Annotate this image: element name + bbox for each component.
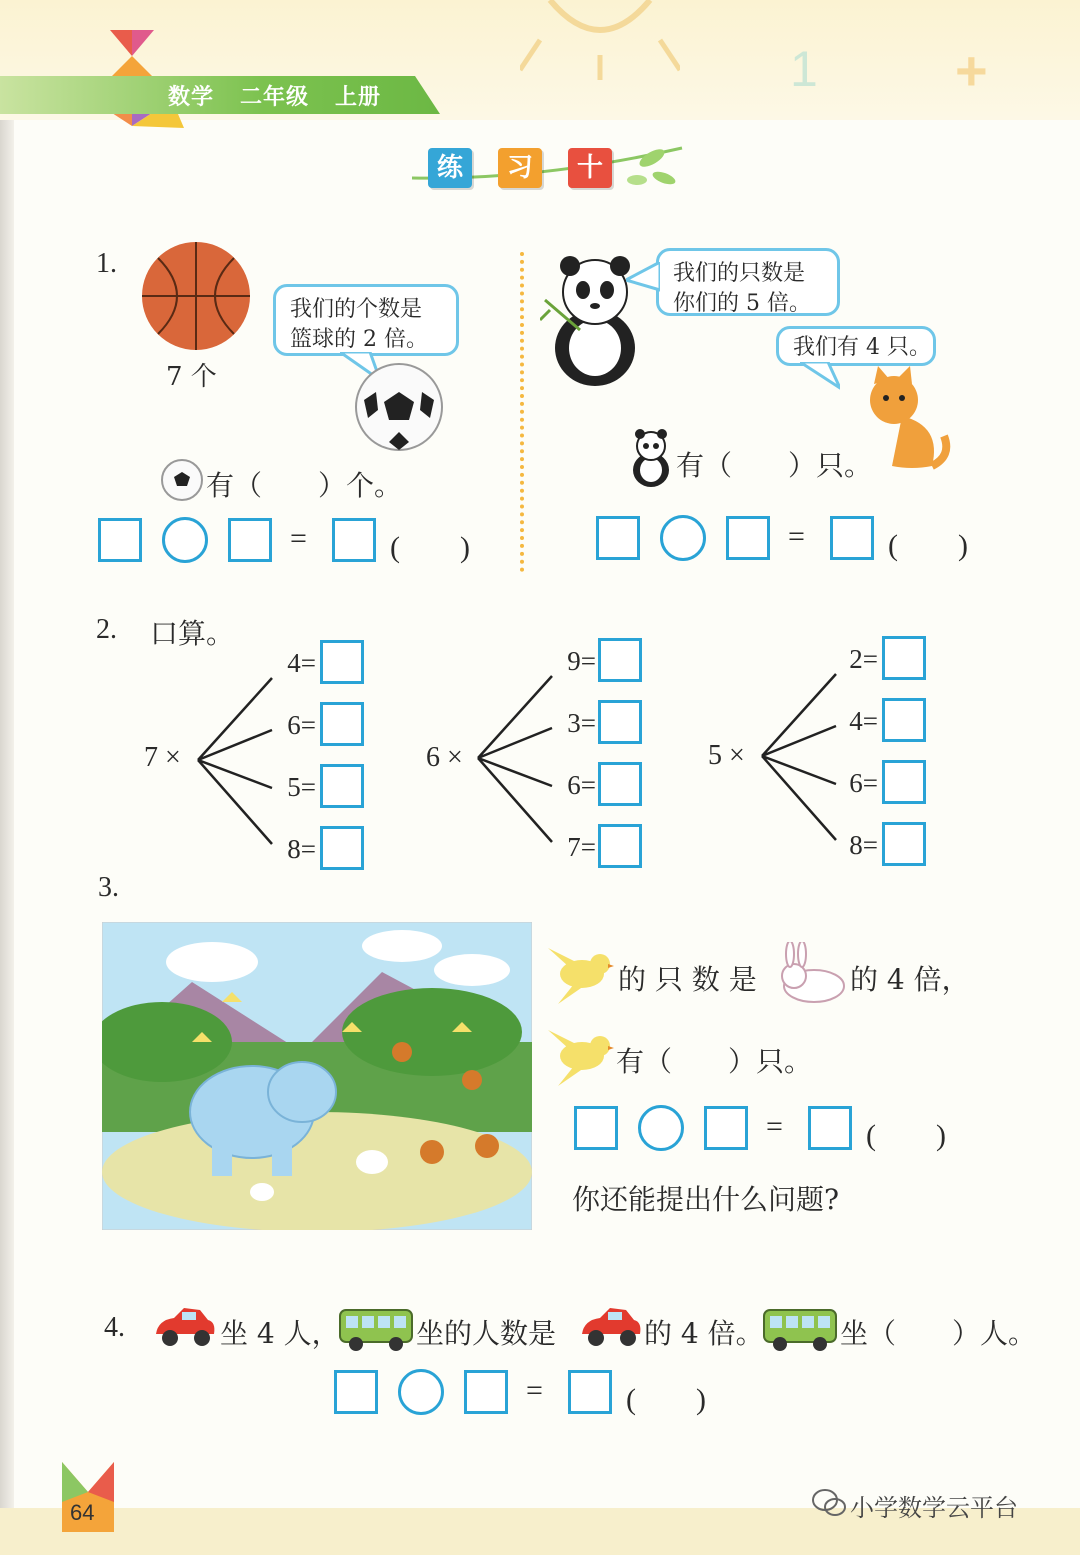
column-divider xyxy=(520,252,524,572)
equals-sign: = xyxy=(766,1110,783,1143)
answer-box[interactable] xyxy=(598,700,642,744)
q3-number: 3. xyxy=(98,872,119,903)
car-icon xyxy=(578,1306,644,1350)
calc-fan-lines xyxy=(760,656,850,856)
operator-circle[interactable] xyxy=(162,517,208,563)
calc-item: 6= xyxy=(567,770,596,800)
calc-item: 8= xyxy=(849,830,878,860)
q1-number: 1. xyxy=(96,248,117,279)
bus-icon xyxy=(762,1306,838,1352)
soccer-ball-small-icon xyxy=(160,458,204,502)
soccer-ball-icon xyxy=(354,362,444,452)
calc-base: 7 × xyxy=(144,742,181,773)
answer-box[interactable] xyxy=(726,516,770,560)
bubble-tail xyxy=(626,262,660,292)
q4-number: 4. xyxy=(104,1312,125,1343)
operator-circle[interactable] xyxy=(638,1105,684,1151)
digit-1-decoration: 1 xyxy=(790,41,818,97)
equals-sign: = xyxy=(788,520,805,553)
unit-parens: ( ) xyxy=(888,529,968,562)
answer-box[interactable] xyxy=(598,638,642,682)
calc-item: 4= xyxy=(287,648,316,678)
answer-box[interactable] xyxy=(98,518,142,562)
q4-part4: 坐（ ）人。 xyxy=(840,1317,1037,1350)
page-number: 64 xyxy=(70,1500,95,1525)
q3-line2: 有（ ）只。 xyxy=(616,1045,813,1078)
equals-sign: = xyxy=(526,1374,543,1407)
rabbit-icon xyxy=(772,942,848,1006)
answer-box[interactable] xyxy=(568,1370,612,1414)
bus-icon xyxy=(338,1306,414,1352)
calc-base: 5 × xyxy=(708,740,745,771)
answer-box[interactable] xyxy=(882,636,926,680)
q2-label: 口算。 xyxy=(150,617,235,650)
answer-box[interactable] xyxy=(320,702,364,746)
calc-item: 6= xyxy=(849,768,878,798)
calc-item: 9= xyxy=(567,646,596,676)
calc-item: 2= xyxy=(849,644,878,674)
panda-speech-bubble: 我们的只数是 你们的 5 倍。 xyxy=(656,248,840,316)
q4-part1: 坐 4 人， xyxy=(220,1317,340,1350)
q1-right-question: 有（ ）只。 xyxy=(676,449,873,482)
soccer-speech-bubble: 我们的个数是 篮球的 2 倍。 xyxy=(273,284,459,356)
answer-box[interactable] xyxy=(332,518,376,562)
cat-speech-bubble: 我们有 4 只。 xyxy=(776,326,936,366)
answer-box[interactable] xyxy=(596,516,640,560)
q4-part3: 的 4 倍。 xyxy=(644,1317,764,1350)
book-title: 数学 二年级 上册 xyxy=(168,85,381,110)
calc-base: 6 × xyxy=(426,742,463,773)
calc-item: 6= xyxy=(287,710,316,740)
wechat-icon xyxy=(812,1488,846,1518)
answer-box[interactable] xyxy=(574,1106,618,1150)
q3-line1-a: 的 只 数 是 xyxy=(618,963,757,996)
sun-decoration xyxy=(520,0,680,80)
page-edge xyxy=(0,0,14,1555)
calc-item: 3= xyxy=(567,708,596,738)
calc-item: 5= xyxy=(287,772,316,802)
calc-item: 7= xyxy=(567,832,596,862)
answer-box[interactable] xyxy=(320,826,364,870)
title-char-3: 十 xyxy=(568,148,612,188)
answer-box[interactable] xyxy=(228,518,272,562)
q3-extra-question: 你还能提出什么问题? xyxy=(572,1183,840,1216)
basketball-count: 7 个 xyxy=(166,362,217,392)
q4-part2: 坐的人数是 xyxy=(416,1317,557,1350)
answer-box[interactable] xyxy=(320,764,364,808)
answer-box[interactable] xyxy=(882,822,926,866)
answer-box[interactable] xyxy=(830,516,874,560)
calc-fan-lines xyxy=(196,660,286,860)
q3-line1-b: 的 4 倍， xyxy=(850,963,970,996)
calc-item: 4= xyxy=(849,706,878,736)
unit-parens: ( ) xyxy=(626,1383,706,1416)
equals-sign: = xyxy=(290,522,307,555)
q2-number: 2. xyxy=(96,614,117,645)
answer-box[interactable] xyxy=(882,698,926,742)
basketball-icon xyxy=(140,240,252,352)
answer-box[interactable] xyxy=(464,1370,508,1414)
panda-small-icon xyxy=(628,428,674,488)
answer-box[interactable] xyxy=(704,1106,748,1150)
answer-box[interactable] xyxy=(598,824,642,868)
bubble-tail xyxy=(800,362,840,392)
bird-icon xyxy=(544,1026,614,1088)
calc-item: 8= xyxy=(287,834,316,864)
answer-box[interactable] xyxy=(334,1370,378,1414)
title-char-1: 练 xyxy=(428,148,472,188)
car-icon xyxy=(152,1306,218,1350)
operator-circle[interactable] xyxy=(398,1369,444,1415)
answer-box[interactable] xyxy=(320,640,364,684)
plus-decoration: + xyxy=(955,39,988,102)
calc-fan-lines xyxy=(476,658,566,858)
title-char-2: 习 xyxy=(498,148,542,188)
forest-scene-illustration xyxy=(102,922,532,1230)
bird-icon xyxy=(544,944,614,1006)
q1-left-question: 有（ ）个。 xyxy=(206,469,403,502)
answer-box[interactable] xyxy=(808,1106,852,1150)
answer-box[interactable] xyxy=(598,762,642,806)
watermark-text: 小学数学云平台 xyxy=(850,1494,1018,1522)
unit-parens: ( ) xyxy=(866,1119,946,1152)
answer-box[interactable] xyxy=(882,760,926,804)
operator-circle[interactable] xyxy=(660,515,706,561)
unit-parens: ( ) xyxy=(390,531,470,564)
